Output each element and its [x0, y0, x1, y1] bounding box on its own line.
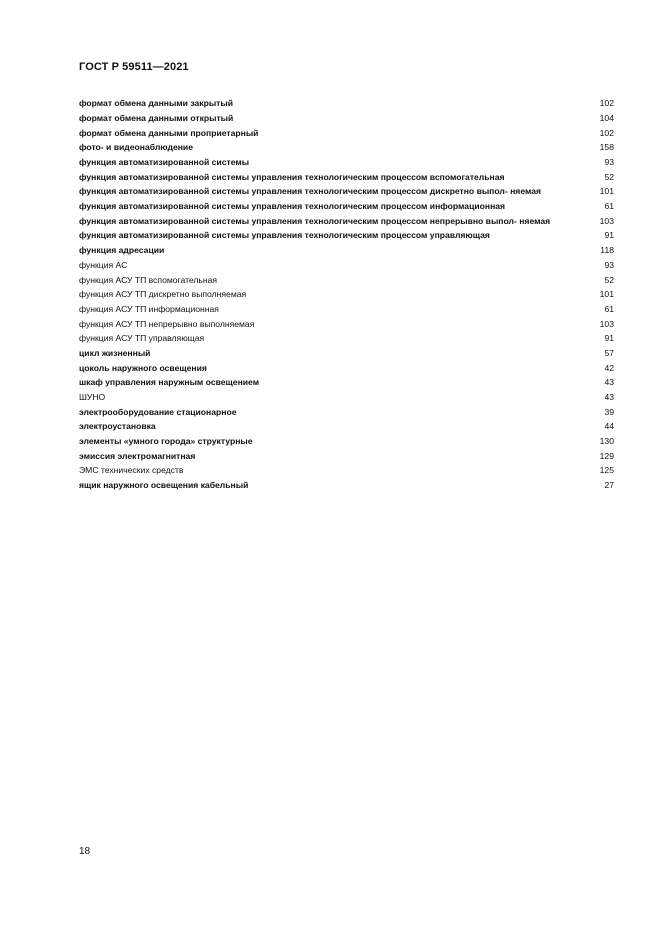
- index-page-ref: 93: [604, 157, 614, 168]
- index-term: функция автоматизированной системы: [79, 157, 250, 168]
- index-entry: [79, 184, 614, 199]
- index-page-ref: 129: [599, 450, 614, 461]
- index-term: функция АС: [79, 259, 128, 270]
- index-entry: [79, 111, 614, 126]
- index-term: элементы «умного города» структурные: [79, 436, 253, 447]
- index-term: формат обмена данными закрытый: [79, 98, 233, 109]
- index-term: ящик наружного освещения кабельный: [79, 480, 249, 491]
- index-page-ref: 44: [604, 421, 614, 432]
- index-term: функция АСУ ТП информационная: [79, 303, 219, 314]
- index-page-ref: 61: [604, 201, 614, 212]
- index-term: функция автоматизированной системы управления технологическим процессом вспомогательная: [79, 171, 505, 182]
- index-page-ref: 118: [600, 245, 614, 256]
- index-page-ref: 43: [604, 377, 614, 388]
- index-term: электрооборудование стационарное: [79, 406, 237, 417]
- index-entry: [79, 360, 614, 375]
- index-page-ref: 91: [604, 230, 614, 241]
- index-entry: [79, 272, 614, 287]
- index-term: функция АСУ ТП дискретно выполняемая: [79, 289, 247, 300]
- index-term: цоколь наружного освещения: [79, 362, 207, 373]
- index-page-ref: 102: [599, 127, 614, 138]
- index-entry: [79, 390, 614, 405]
- index-entry: [79, 214, 614, 229]
- index-term: функция адресации: [79, 245, 165, 256]
- index-entry: [79, 199, 614, 214]
- index-term: функция автоматизированной системы управления технологическим процессом дискретно выпол- няемая: [79, 186, 542, 197]
- index-page-ref: 101: [599, 289, 614, 300]
- index-entry: [79, 346, 614, 361]
- index-page-ref: 104: [599, 112, 614, 123]
- index-term: функция автоматизированной системы управления технологическим процессом информационная: [79, 201, 506, 212]
- index-term: функция АСУ ТП управляющая: [79, 333, 205, 344]
- index-term: функция АСУ ТП непрерывно выполняемая: [79, 318, 255, 329]
- index-entry: [79, 449, 614, 464]
- page-number: 18: [79, 846, 91, 857]
- index-term: эмиссия электромагнитная: [79, 450, 196, 461]
- index-term: формат обмена данными проприетарный: [79, 127, 259, 138]
- index-page-ref: 52: [604, 171, 614, 182]
- index-list: [79, 96, 614, 493]
- index-entry: [79, 155, 614, 170]
- index-term: ЭМС технических средств: [79, 465, 184, 476]
- index-entry: [79, 287, 614, 302]
- index-entry: [79, 96, 614, 111]
- index-page-ref: 103: [599, 318, 614, 329]
- index-page-ref: 130: [599, 436, 614, 447]
- index-entry: [79, 478, 614, 493]
- index-entry: [79, 243, 614, 258]
- index-term: цикл жизненный: [79, 347, 151, 358]
- index-term: функция АСУ ТП вспомогательная: [79, 274, 218, 285]
- index-term: функция автоматизированной системы управления технологическим процессом управляющая: [79, 230, 490, 241]
- index-page-ref: 39: [604, 406, 614, 417]
- index-term: электроустановка: [79, 421, 156, 432]
- index-entry: [79, 463, 614, 478]
- index-entry: [79, 302, 614, 317]
- index-term: формат обмена данными открытый: [79, 112, 234, 123]
- index-entry: [79, 258, 614, 273]
- index-entry: [79, 434, 614, 449]
- index-term: функция автоматизированной системы управления технологическим процессом непрерывно выпол- няемая: [79, 215, 551, 226]
- index-term: ШУНО: [79, 392, 106, 403]
- index-entry: [79, 419, 614, 434]
- index-page-ref: 27: [604, 480, 614, 491]
- index-entry: [79, 228, 614, 243]
- index-page-ref: 52: [604, 274, 614, 285]
- index-page-ref: 91: [604, 333, 614, 344]
- index-page-ref: 103: [599, 215, 614, 226]
- index-entry: [79, 316, 614, 331]
- index-page-ref: 57: [604, 347, 614, 358]
- index-page-ref: 42: [604, 362, 614, 373]
- document-header: ГОСТ Р 59511—2021: [79, 61, 189, 73]
- index-term: фото- и видеонаблюдение: [79, 142, 193, 153]
- index-entry: [79, 140, 614, 155]
- index-page-ref: 93: [604, 259, 614, 270]
- index-entry: [79, 125, 614, 140]
- index-page-ref: 125: [599, 465, 614, 476]
- index-entry: [79, 331, 614, 346]
- index-entry: [79, 404, 614, 419]
- index-page-ref: 61: [604, 303, 614, 314]
- index-page-ref: 101: [599, 186, 614, 197]
- index-term: шкаф управления наружным освещением: [79, 377, 260, 388]
- index-page-ref: 43: [604, 392, 614, 403]
- index-page-ref: 158: [599, 142, 614, 153]
- index-page-ref: 102: [599, 98, 614, 109]
- index-entry: [79, 375, 614, 390]
- index-entry: [79, 169, 614, 184]
